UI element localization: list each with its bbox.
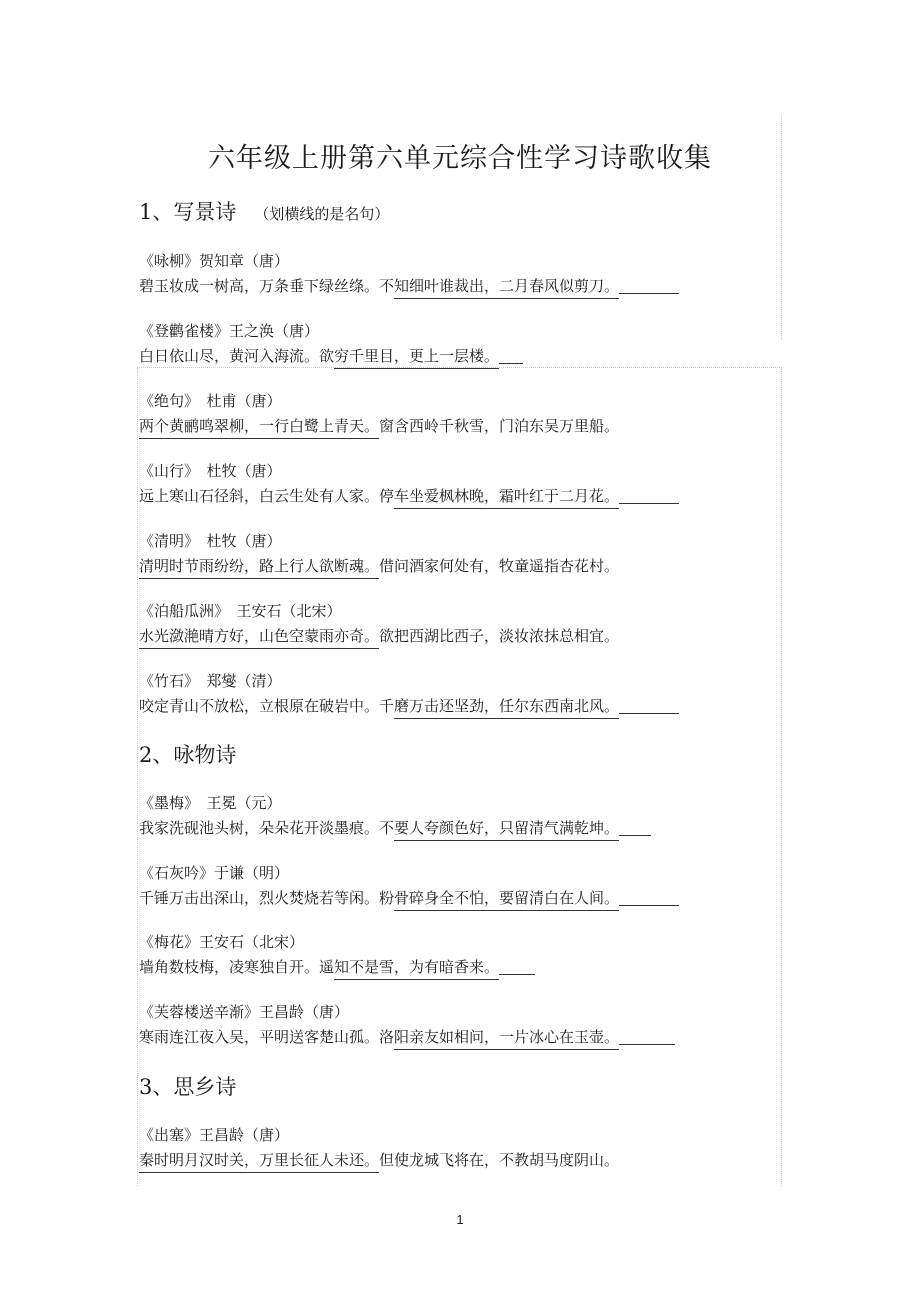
poem-title: 《咏柳》贺知章（唐） <box>139 252 290 270</box>
page-frame-line <box>781 368 782 1186</box>
poem-plain-text: 寒雨连江夜入吴，平明送客楚山孤。洛 <box>139 1028 395 1046</box>
poem-text <box>139 1026 675 1047</box>
famous-line-underlined: 穷千里目，更上一层楼。 <box>334 347 500 365</box>
poem-text <box>139 956 535 977</box>
section-heading-landscape <box>139 196 389 226</box>
poem-plain-text: 欲把西湖比西子，淡妆浓抹总相宜。 <box>379 627 620 645</box>
famous-line-underlined: 清明时节雨纷纷，路上行人欲断魂。 <box>139 557 380 575</box>
famous-line-underlined: 要人夸颜色好，只留清气满乾坤。 <box>394 819 620 837</box>
poem-text <box>139 695 679 716</box>
poem-title: 《出塞》王昌龄（唐） <box>139 1126 290 1144</box>
famous-line-underlined: 知不是雪，为有暗香来。 <box>334 958 500 976</box>
poem-title: 《泊船瓜洲》 王安石（北宋） <box>139 602 342 620</box>
poem-text <box>139 415 619 436</box>
poem-text <box>139 275 679 296</box>
poem-plain-text: 远上寒山石径斜，白云生处有人家。停 <box>139 487 395 505</box>
famous-line-underlined: 秦时明月汉时关，万里长征人未还。 <box>139 1151 380 1169</box>
section-heading-text: 1、写景诗 <box>139 200 237 224</box>
famous-line-underlined: 水光潋滟晴方好，山色空蒙雨亦奇。 <box>139 627 380 645</box>
underline-extension <box>499 973 535 975</box>
poem-title: 《山行》 杜牧（唐） <box>139 462 282 480</box>
famous-line-underlined: 知细叶谁裁出，二月春风似剪刀。 <box>394 277 620 295</box>
poem-text <box>139 485 679 506</box>
section-heading-text: 2、咏物诗 <box>139 743 237 767</box>
poem-title: 《石灰吟》于谦（明） <box>139 864 290 882</box>
underline-extension <box>619 502 679 504</box>
famous-line-underlined: 阳亲友如相问，一片冰心在玉壶。 <box>394 1028 620 1046</box>
page-number: 1 <box>456 1212 464 1227</box>
section-heading-text: 3、思乡诗 <box>139 1075 237 1099</box>
underline-extension <box>619 904 679 906</box>
poem-text <box>139 555 619 576</box>
poem-plain-text: 借问酒家何处有，牧童遥指杏花村。 <box>379 557 620 575</box>
poem-title: 《登鹳雀楼》王之涣（唐） <box>139 322 320 340</box>
poem-plain-text: 但使龙城飞将在，不教胡马度阴山。 <box>379 1151 620 1169</box>
famous-line-underlined: 骨碎身全不怕，要留清白在人间。 <box>394 889 620 907</box>
underline-extension <box>619 1043 675 1045</box>
section-note: （划横线的是名句） <box>254 205 390 223</box>
poem-text <box>139 625 619 646</box>
section-heading-homesick <box>139 1071 236 1101</box>
poem-plain-text: 白日依山尽，黄河入海流。欲 <box>139 347 335 365</box>
poem-title: 《墨梅》 王冕（元） <box>139 794 282 812</box>
poem-text <box>139 345 523 366</box>
famous-line-underlined: 磨万击还坚劲，任尔东西南北风。 <box>394 697 620 715</box>
poem-plain-text: 咬定青山不放松，立根原在破岩中。千 <box>139 697 395 715</box>
poem-title: 《芙蓉楼送辛渐》王昌龄（唐） <box>139 1003 350 1021</box>
poem-plain-text: 千锤万击出深山，烈火焚烧若等闲。粉 <box>139 889 395 907</box>
poem-text <box>139 817 651 838</box>
poem-plain-text: 我家洗砚池头树，朵朵花开淡墨痕。不 <box>139 819 395 837</box>
poem-title: 《梅花》王安石（北宋） <box>139 933 305 951</box>
page-title: 六年级上册第六单元综合性学习诗歌收集 <box>208 143 712 174</box>
underline-extension <box>619 292 679 294</box>
underline-extension <box>499 362 523 364</box>
poem-title: 《竹石》 郑燮（清） <box>139 672 282 690</box>
poem-plain-text: 窗含西岭千秋雪，门泊东吴万里船。 <box>379 417 620 435</box>
poem-text <box>139 887 679 908</box>
underline-extension <box>619 712 679 714</box>
poem-title: 《清明》 杜牧（唐） <box>139 532 282 550</box>
poem-plain-text: 碧玉妆成一树高，万条垂下绿丝绦。不 <box>139 277 395 295</box>
page-frame-line <box>137 368 138 1186</box>
underline-extension <box>619 834 651 836</box>
famous-line-underlined: 车坐爱枫林晚，霜叶红于二月花。 <box>394 487 620 505</box>
poem-plain-text: 墙角数枝梅，凌寒独自开。遥 <box>139 958 335 976</box>
poem-text <box>139 1149 619 1170</box>
famous-line-underlined: 两个黄鹂鸣翠柳，一行白鹭上青天。 <box>139 417 380 435</box>
section-heading-objects <box>139 739 236 769</box>
poem-title: 《绝句》 杜甫（唐） <box>139 392 282 410</box>
